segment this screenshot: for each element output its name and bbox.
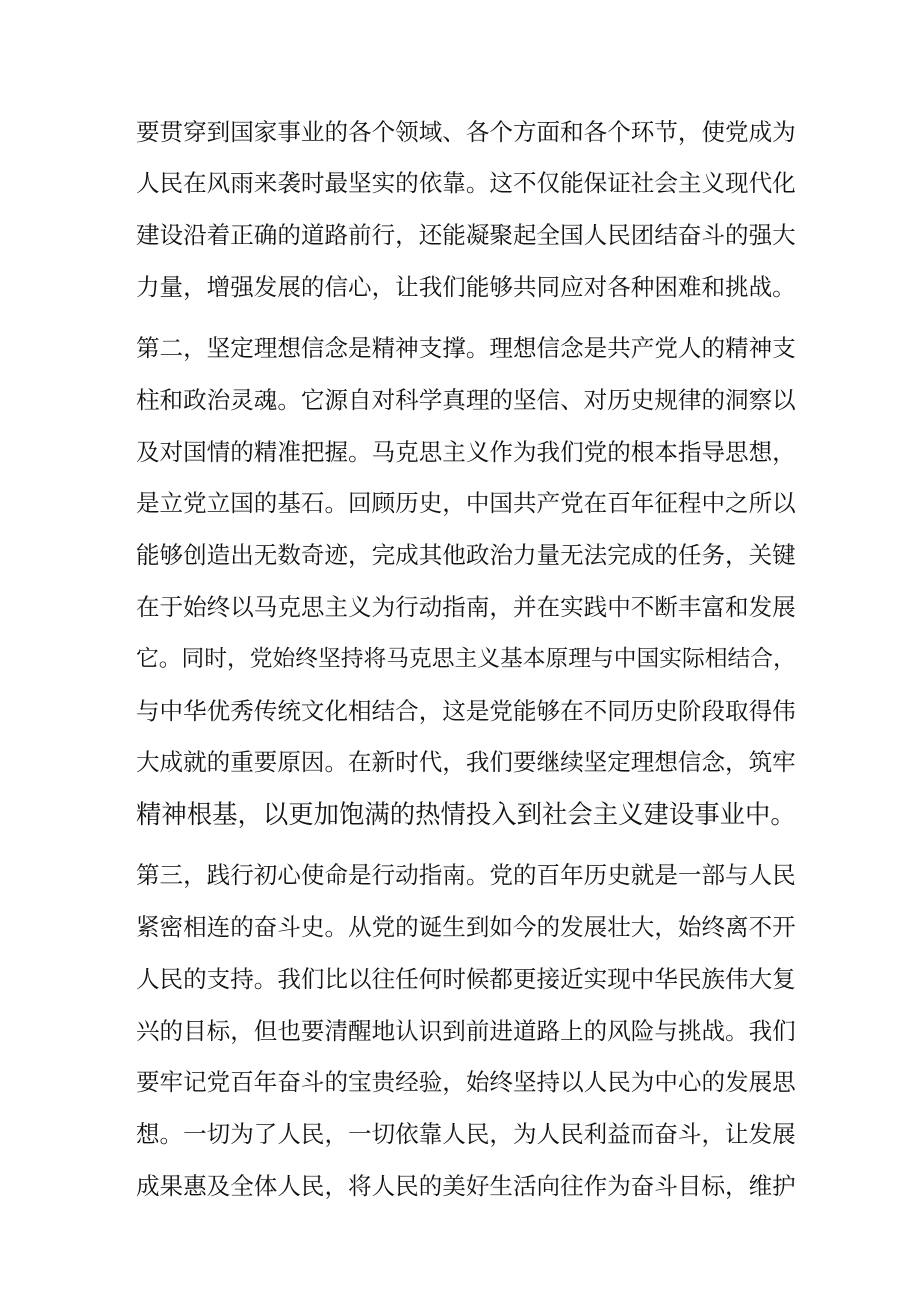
text-line: 想。一切为了人民，一切依靠人民，为人民利益而奋斗，让发展 bbox=[136, 1120, 796, 1148]
text-line: 与中华优秀传统文化相结合，这是党能够在不同历史阶段取得伟 bbox=[136, 697, 796, 725]
text-line: 它。同时，党始终坚持将马克思主义基本原理与中国实际相结合， bbox=[136, 646, 796, 672]
text-line: 力量，增强发展的信心，让我们能够共同应对各种困难和挑战。 bbox=[136, 273, 796, 301]
text-line: 柱和政治灵魂。它源自对科学真理的坚信、对历史规律的洞察以 bbox=[136, 386, 796, 414]
text-line: 人民的支持。我们比以往任何时候都更接近实现中华民族伟大复 bbox=[136, 965, 796, 993]
text-line: 建设沿着正确的道路前行，还能凝聚起全国人民团结奋斗的强大 bbox=[136, 221, 796, 249]
text-line: 成果惠及全体人民，将人民的美好生活向往作为奋斗目标，维护 bbox=[136, 1172, 796, 1200]
text-line: 大成就的重要原因。在新时代，我们要继续坚定理想信念，筑牢 bbox=[136, 748, 796, 776]
text-line: 要牢记党百年奋斗的宝贵经验，始终坚持以人民为中心的发展思 bbox=[136, 1068, 796, 1096]
text-line: 第二，坚定理想信念是精神支撑。理想信念是共产党人的精神支 bbox=[136, 334, 796, 362]
text-line: 及对国情的精准把握。马克思主义作为我们党的根本指导思想， bbox=[136, 438, 796, 466]
text-line: 精神根基，以更加饱满的热情投入到社会主义建设事业中。 bbox=[136, 799, 796, 829]
text-line: 第三，践行初心使命是行动指南。党的百年历史就是一部与人民 bbox=[136, 861, 796, 889]
text-line: 要贯穿到国家事业的各个领域、各个方面和各个环节，使党成为 bbox=[136, 118, 796, 146]
text-line: 紧密相连的奋斗史。从党的诞生到如今的发展壮大，始终离不开 bbox=[136, 913, 796, 941]
text-line: 在于始终以马克思主义为行动指南，并在实践中不断丰富和发展 bbox=[136, 593, 796, 621]
text-line: 兴的目标，但也要清醒地认识到前进道路上的风险与挑战。我们 bbox=[136, 1017, 796, 1045]
text-line: 能够创造出无数奇迹，完成其他政治力量无法完成的任务，关键 bbox=[136, 541, 796, 569]
text-line: 人民在风雨来袭时最坚实的依靠。这不仅能保证社会主义现代化 bbox=[136, 169, 796, 197]
text-line: 是立党立国的基石。回顾历史，中国共产党在百年征程中之所以 bbox=[136, 489, 796, 517]
